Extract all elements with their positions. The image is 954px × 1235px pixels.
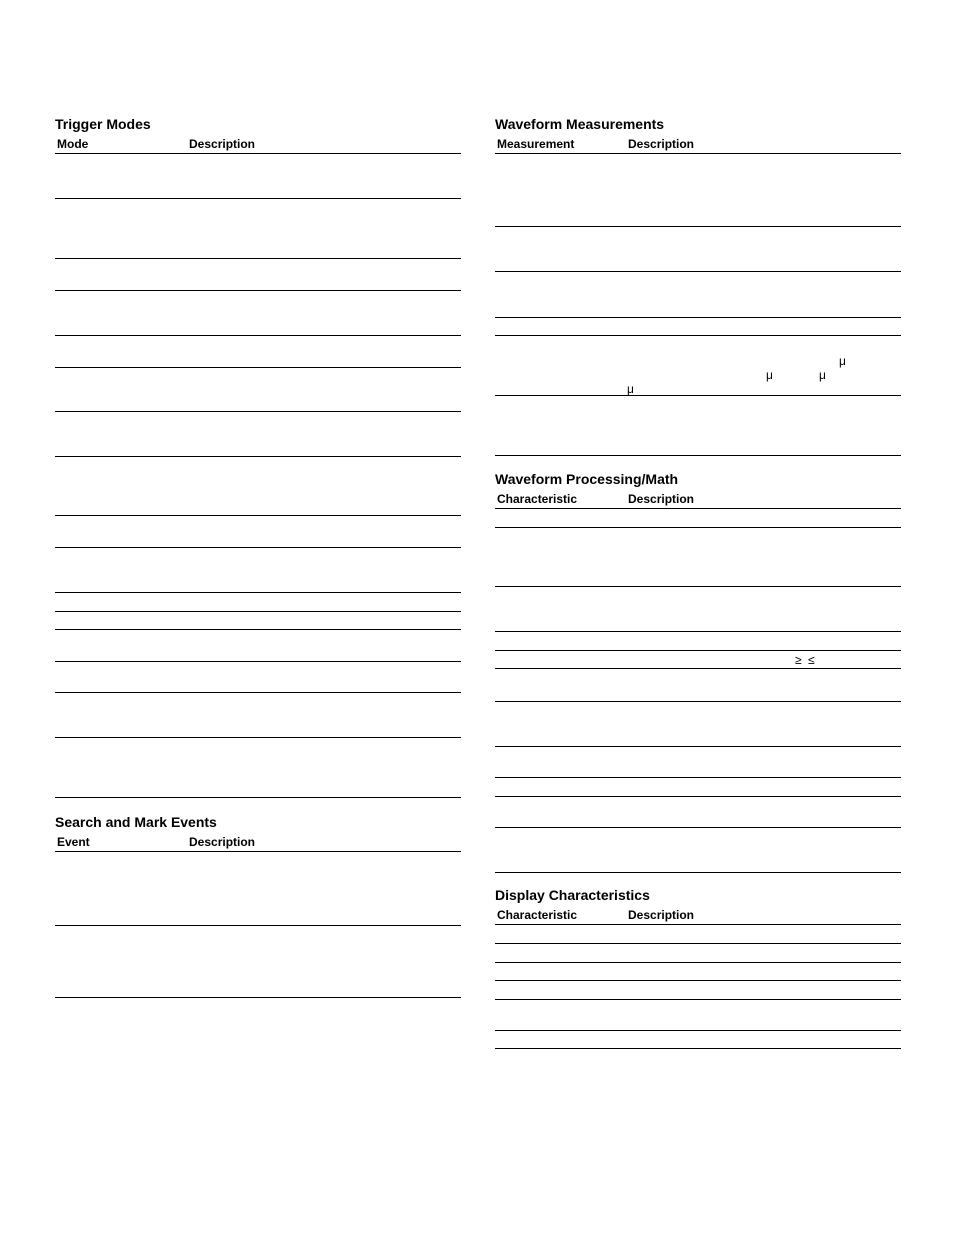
table-row [495,154,901,227]
table-header [55,136,461,154]
table-row [55,852,461,926]
table-row [55,368,461,412]
table-row [495,778,901,797]
table-row [495,1000,901,1031]
table-row [495,509,901,528]
table-row [495,587,901,632]
table-row [495,981,901,1000]
table-row [495,318,901,336]
table-row [495,797,901,828]
table-row [495,702,901,747]
table-row [55,336,461,368]
column-header-description: Description [628,137,695,151]
column-header-event: Event [57,835,90,849]
table-row [495,963,901,981]
table-row [495,632,901,651]
table-row [55,612,461,630]
table-row [55,291,461,336]
table-row [495,944,901,963]
waveform-processing-section [495,471,901,873]
column-header-description: Description [189,137,256,151]
section-title: Display Characteristics [495,887,650,903]
table-row [55,199,461,259]
table-row [495,227,901,272]
table-row [495,925,901,944]
table-row [55,738,461,798]
table-body [495,154,901,456]
table-row [55,412,461,457]
table-header [495,907,901,925]
less-equal-symbol: ≤ [808,653,815,667]
table-row [495,396,901,456]
section-title: Search and Mark Events [55,814,217,830]
table-row [495,651,901,669]
section-title: Trigger Modes [55,116,151,132]
table-row [55,593,461,612]
table-row [55,630,461,662]
micro-symbol: μ [627,382,634,396]
trigger-modes-section [55,116,461,798]
table-row [55,662,461,693]
table-body [55,852,461,998]
table-row [55,259,461,291]
table-row [495,669,901,702]
table-row [495,272,901,318]
waveform-measurements-section [495,116,901,456]
column-header-mode: Mode [57,137,89,151]
table-header [495,136,901,154]
table-header [55,834,461,852]
table-row [55,457,461,516]
micro-symbol: μ [839,354,846,368]
section-title: Waveform Measurements [495,116,665,132]
column-header-description: Description [628,492,695,506]
column-header-characteristic: Characteristic [497,492,578,506]
table-row [495,528,901,587]
micro-symbol: μ [819,368,826,382]
column-header-description: Description [189,835,256,849]
table-row [55,548,461,593]
micro-symbol: μ [766,368,773,382]
table-row [495,747,901,778]
table-row [55,693,461,738]
table-header [495,491,901,509]
table-row [55,926,461,998]
table-row [495,828,901,873]
column-header-measurement: Measurement [497,137,575,151]
section-title: Waveform Processing/Math [495,471,679,487]
table-row [495,1031,901,1049]
table-body [55,154,461,798]
greater-equal-symbol: ≥ [795,653,802,667]
column-header-description: Description [628,908,695,922]
search-mark-events-section [55,814,461,998]
display-characteristics-section [495,887,901,1049]
table-body [495,509,901,873]
table-row [55,154,461,199]
column-header-characteristic: Characteristic [497,908,578,922]
table-row [55,516,461,548]
table-body [495,925,901,1049]
